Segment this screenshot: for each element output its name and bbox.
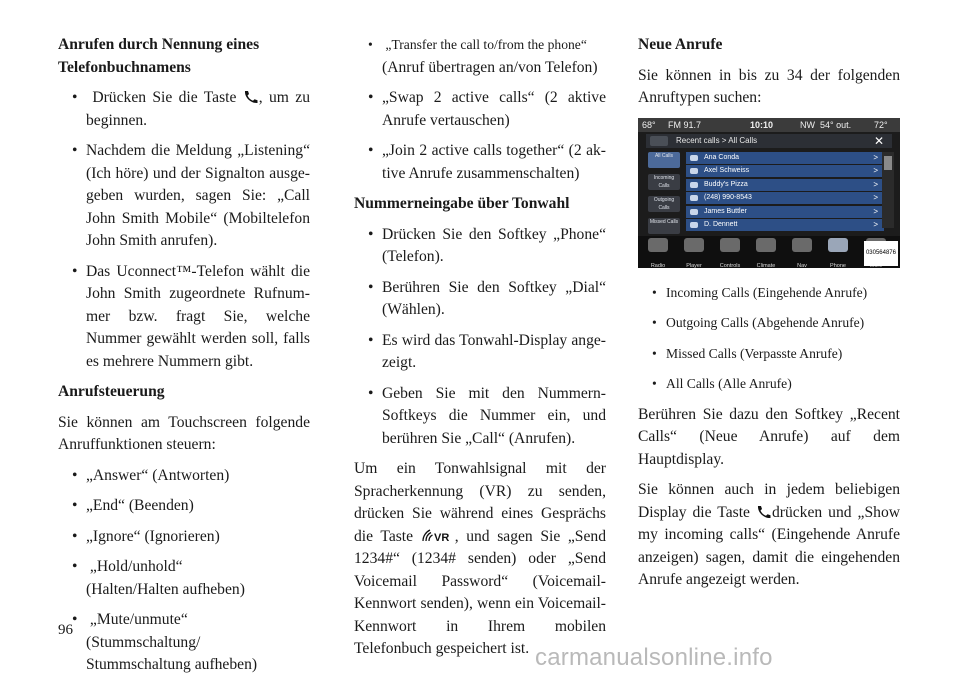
chevron-right-icon: > xyxy=(873,206,878,216)
list-item[interactable]: (248) 990-8543 > xyxy=(686,192,884,204)
chevron-right-icon: > xyxy=(873,179,878,189)
heading-dtmf: Nummerneingabe über Tonwahl xyxy=(354,195,570,212)
voice-recognition-icon xyxy=(421,528,455,544)
list-item[interactable]: Ana Conda > xyxy=(686,152,884,164)
call-list xyxy=(686,152,884,233)
list-item[interactable]: James Buttler > xyxy=(686,206,884,218)
list-item[interactable]: Axel Schweiss > xyxy=(686,165,884,177)
para-dtmf-vr: Um ein Tonwahlsignal mit der Spracherkennung (VR) zu senden, drücken Sie während eines Gesprächs die Taste VR , und sagen Sie „Send 1234#“ (1234# senden) oder „Send Voicemail Password“ (Voicemail-Kennwort senden), wenn ein Voicemail-Kennwort in Ihrem mobilen Telefonbuch gespeichert ist. xyxy=(354,460,606,657)
back-button[interactable] xyxy=(650,136,668,146)
outside-temp: 54° out. xyxy=(820,119,852,130)
scrollbar[interactable] xyxy=(882,152,894,228)
scroll-thumb[interactable] xyxy=(884,156,892,170)
chevron-right-icon: > xyxy=(873,193,878,202)
bullet-ignore: • „Ignore“ (Ignorieren) xyxy=(58,526,310,549)
para-call-control: Sie können am Touchscreen folgende Anruffunktionen steuern: xyxy=(58,413,310,453)
dock-nav[interactable]: Nav xyxy=(784,238,820,268)
call-icon xyxy=(690,182,698,188)
chevron-right-icon: > xyxy=(873,152,878,162)
tab-all-calls[interactable]: All Calls xyxy=(648,152,680,168)
bullet-dtmf-display: • Es wird das Tonwahl-Display angezeigt. xyxy=(354,330,606,375)
bullet-incoming: • Incoming Calls (Eingehende Anrufe) xyxy=(638,282,900,305)
radio-station: FM 91.7 xyxy=(668,119,702,130)
column-middle xyxy=(354,34,606,669)
dock-radio[interactable]: Radio xyxy=(640,238,676,268)
page-number: 96 xyxy=(58,622,73,638)
tab-missed-calls[interactable]: Missed Calls xyxy=(648,218,680,234)
para-recent-softkey: Berühren Sie dazu den Softkey „Recent Calls“ (Neue Anrufe) auf dem Hauptdisplay. xyxy=(638,405,900,468)
bullet-swap: • „Swap 2 active calls“ (2 aktive Anrufe vertauschen) xyxy=(354,87,606,132)
heading-call-control: Anrufsteuerung xyxy=(58,383,165,400)
call-icon xyxy=(690,155,698,161)
phone-icon xyxy=(828,238,848,252)
para-show-incoming: Sie können auch in jedem beliebigen Display die Taste drücken und „Show my incoming calls“ (Eingehende Anrufe anzeigen) sagen, damit die eingehenden Anrufe angezeigt werden. xyxy=(638,481,900,588)
bullet-outgoing: • Outgoing Calls (Abgehende Anrufe) xyxy=(638,312,900,335)
compass: NW xyxy=(800,119,815,130)
list-item[interactable]: D. Dennett > xyxy=(686,219,884,231)
chevron-right-icon: > xyxy=(873,220,878,229)
controls-icon xyxy=(720,238,740,252)
call-icon xyxy=(690,195,698,201)
call-type-tabs xyxy=(648,152,680,240)
chevron-right-icon: > xyxy=(873,166,878,175)
phone-icon xyxy=(756,505,772,519)
column-right xyxy=(638,34,900,600)
climate-icon xyxy=(756,238,776,252)
bullet-mute: • „Mute/unmute“ (Stummschaltung/ Stummschaltung aufheben) xyxy=(58,609,310,677)
close-icon[interactable]: ✕ xyxy=(873,133,884,148)
call-icon xyxy=(690,168,698,174)
call-icon xyxy=(690,209,698,215)
bullet-join: • „Join 2 active calls together“ (2 aktive Anrufe zusammenschalten) xyxy=(354,140,606,185)
tab-outgoing-calls[interactable]: Outgoing Calls xyxy=(648,196,680,212)
bullet-enter-number: • Geben Sie mit den Nummern-Softkeys die Nummer ein, und berühren Sie „Call“ (Anrufen). xyxy=(354,383,606,451)
player-icon xyxy=(684,238,704,252)
list-item[interactable]: Buddy's Pizza > xyxy=(686,179,884,191)
bullet-missed: • Missed Calls (Verpasste Anrufe) xyxy=(638,343,900,366)
radio-icon xyxy=(648,238,668,252)
heading-recent-calls: Neue Anrufe xyxy=(638,36,723,53)
bullet-hold: • „Hold/unhold“ (Halten/Halten aufheben) xyxy=(58,556,310,601)
nav-icon xyxy=(792,238,812,252)
svg-text:VR: VR xyxy=(433,531,449,544)
bullet-transfer: • „Transfer the call to/from the phone“ (Anruf übertragen an/von Telefon) xyxy=(354,34,606,79)
screen-title-bar xyxy=(646,134,892,148)
phone-icon xyxy=(243,90,259,104)
dock-climate[interactable]: Climate xyxy=(748,238,784,268)
bullet-press-phone: • Drücken Sie die Taste , um zu beginnen. xyxy=(58,87,310,132)
bullet-touch-dial: • Berühren Sie den Softkey „Dial“ (Wählen). xyxy=(354,277,606,322)
bullet-uconnect-dials: • Das Uconnect™-Telefon wählt die John Smith zugeordnete Rufnummer bzw. fragt Sie, welche Nummer gewählt werden soll, falls es mehrere Nummern gibt. xyxy=(58,261,310,374)
watermark: carmanualsonline.info xyxy=(535,644,773,671)
recent-calls-screen xyxy=(638,118,900,268)
heading-phonebook-call: Anrufen durch Nennung eines Telefonbuchnamens xyxy=(58,36,260,76)
dock-phone[interactable]: Phone xyxy=(820,238,856,268)
bullet-end: • „End“ (Beenden) xyxy=(58,495,310,518)
bullet-press-phone-softkey: • Drücken Sie den Softkey „Phone“ (Telefon). xyxy=(354,224,606,269)
status-bar: 68° FM 91.7 10:10 NW 54° out. 72° xyxy=(638,118,900,132)
dock-controls[interactable]: Controls xyxy=(712,238,748,268)
para-recent-calls: Sie können in bis zu 34 der folgenden Anruftypen suchen: xyxy=(638,66,900,106)
bullet-answer: • „Answer“ (Antworten) xyxy=(58,465,310,488)
bottom-dock xyxy=(638,236,900,268)
bullet-all: • All Calls (Alle Anrufe) xyxy=(638,373,900,396)
clock: 10:10 xyxy=(750,119,774,130)
column-left xyxy=(58,34,310,685)
dock-player[interactable]: Player xyxy=(676,238,712,268)
figure-code: 030564876 xyxy=(864,241,898,266)
breadcrumb: Recent calls > All Calls xyxy=(676,135,758,145)
bullet-listening: • Nachdem die Meldung „Listening“ (Ich höre) und der Signalton ausgegeben wurden, sagen Sie: „Call John Smith Mobile“ (Mobiltelefon John Smith anrufen). xyxy=(58,140,310,253)
tab-incoming-calls[interactable]: Incoming Calls xyxy=(648,174,680,190)
